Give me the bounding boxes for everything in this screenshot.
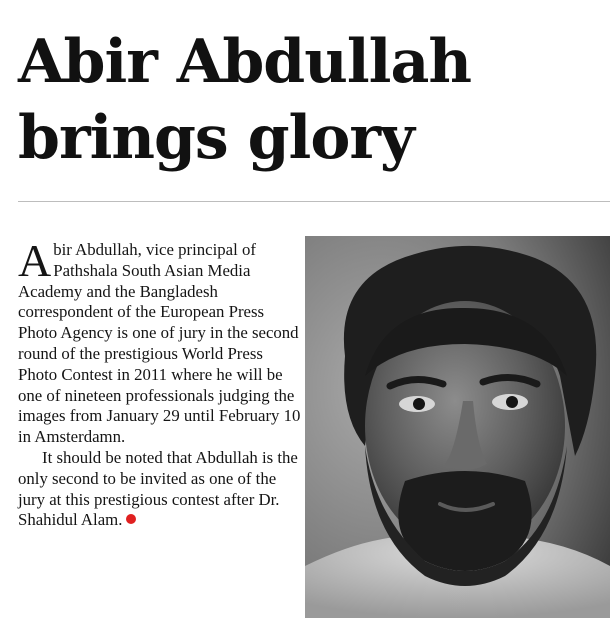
portrait-image (305, 236, 610, 618)
paragraph-1-text: bir Abdullah, vice principal of Pathshala South Asian Media Academy and the Bangladesh correspondent of the European Press Photo Agency is one of jury in the second round of the prestigious World Press Photo Contest in 2011 where he will be one of nineteen professionals judging the images from January 29 until February 10 in Amsterdamn. (18, 240, 301, 447)
headline-divider (18, 201, 610, 202)
article-body (18, 235, 302, 531)
article-paragraph-1 (18, 235, 302, 448)
headline (18, 24, 610, 176)
end-bullet-icon (126, 514, 136, 524)
paragraph-2-text: It should be noted that Abdullah is the only second to be invited as one of the jury at this prestigious contest after Dr. Shahidul Alam. (18, 447, 298, 530)
headline-line-1: Abir Abdullah (18, 27, 471, 97)
article-paragraph-2 (18, 448, 302, 531)
drop-cap: A (18, 235, 52, 286)
headline-line-2: brings glory (18, 103, 414, 173)
portrait-photo (305, 236, 610, 618)
